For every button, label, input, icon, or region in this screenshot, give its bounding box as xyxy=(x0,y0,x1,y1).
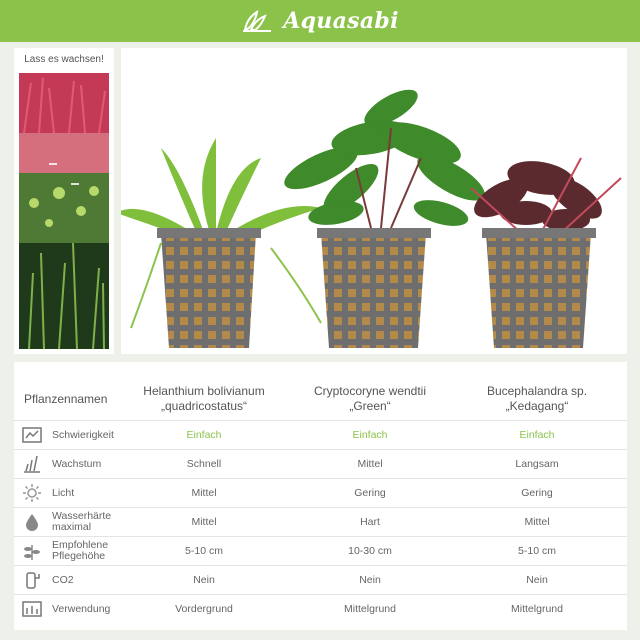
table-cell: Mittel xyxy=(191,516,217,528)
plant-name-1 xyxy=(124,384,284,414)
table-cell: 10-30 cm xyxy=(348,545,392,557)
co2-icon xyxy=(22,570,42,590)
row-label xyxy=(52,537,108,565)
usage-icon xyxy=(22,599,42,619)
plant-name-line: Bucephalandra sp. xyxy=(486,384,588,398)
row-label: Verwendung xyxy=(52,602,111,615)
brand-logo[interactable] xyxy=(241,8,398,34)
plant-variant-line: „quadricostatus“ xyxy=(160,399,248,413)
product-image xyxy=(121,48,627,354)
table-cell: Mittel xyxy=(191,487,217,499)
brand-name: Aquasabi xyxy=(283,8,399,34)
plant-name-line: Helanthium bolivianum xyxy=(143,384,265,398)
table-cell: Hart xyxy=(360,516,380,528)
table-row-water-hardness xyxy=(14,507,627,536)
light-icon xyxy=(22,483,42,503)
table-cell: 5-10 cm xyxy=(185,545,223,557)
plant-name-line: Cryptocoryne wendtii xyxy=(313,384,427,398)
row-label xyxy=(52,508,111,536)
table-row-difficulty xyxy=(14,420,627,449)
row-label-line: Wasserhärte xyxy=(52,510,112,522)
plant-variant-line: „Kedagang“ xyxy=(505,399,569,413)
table-cell: Mittelgrund xyxy=(511,603,563,615)
plant-name-2 xyxy=(290,384,450,414)
table-cell: Schnell xyxy=(186,458,222,470)
row-label-line: Empfohlene xyxy=(52,539,109,551)
plant-comparison-table xyxy=(14,362,627,630)
difficulty-icon xyxy=(22,425,42,445)
row-label: Wachstum xyxy=(52,457,102,470)
table-cell: Gering xyxy=(521,487,553,499)
table-cell: Einfach xyxy=(186,429,222,441)
row-label-line: Pflegehöhe xyxy=(52,550,106,562)
plant-pots-illustration xyxy=(121,48,627,354)
table-row-usage xyxy=(14,594,627,623)
table-cell: Langsam xyxy=(515,458,559,470)
plant-name-3 xyxy=(457,384,617,414)
table-row-plant-height xyxy=(14,536,627,565)
table-cell: Nein xyxy=(359,574,381,586)
row-label: Schwierigkeit xyxy=(52,428,114,441)
table-cell: Einfach xyxy=(352,429,388,441)
table-cell: Nein xyxy=(526,574,548,586)
plant-variant-line: „Green“ xyxy=(349,399,391,413)
table-cell: Mittel xyxy=(357,458,383,470)
row-label: CO2 xyxy=(52,573,74,586)
table-row-light xyxy=(14,478,627,507)
row-label: Licht xyxy=(52,486,75,499)
leaf-logo-icon xyxy=(241,8,277,34)
water-drop-icon xyxy=(22,512,42,532)
aquarium-photo xyxy=(19,73,109,349)
table-cell: Einfach xyxy=(519,429,555,441)
table-header-label: Pflanzennamen xyxy=(24,392,108,406)
table-row-growth xyxy=(14,449,627,478)
table-cell: Gering xyxy=(354,487,386,499)
plant-height-icon xyxy=(22,541,42,561)
table-cell: Mittelgrund xyxy=(344,603,396,615)
row-label-line: maximal xyxy=(52,521,92,533)
growth-icon xyxy=(22,454,42,474)
table-cell: Nein xyxy=(193,574,215,586)
table-cell: Mittel xyxy=(524,516,550,528)
table-cell: 5-10 cm xyxy=(518,545,556,557)
sidebar-banner[interactable] xyxy=(14,48,114,354)
header-bar xyxy=(0,0,640,42)
table-cell: Vordergrund xyxy=(175,603,233,615)
table-row-co2 xyxy=(14,565,627,594)
sidebar-tag: Lass es wachsen! xyxy=(24,54,104,65)
